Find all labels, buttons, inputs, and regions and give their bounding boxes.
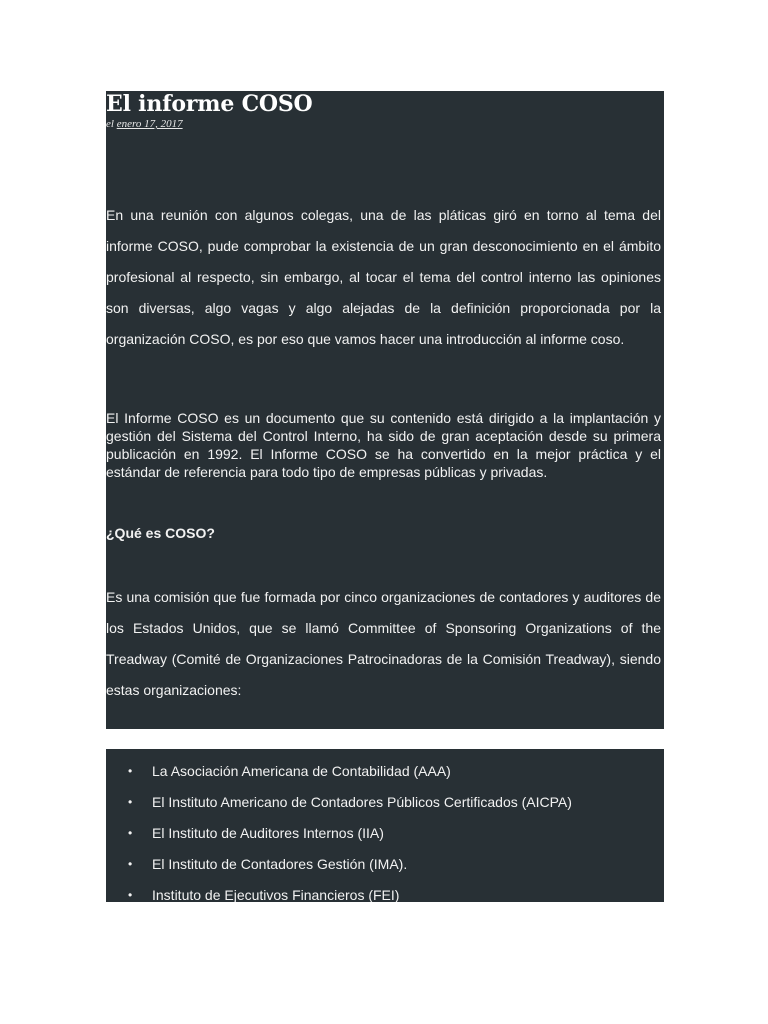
article-panel: [106, 91, 664, 729]
section-heading: ¿Qué es COSO?: [106, 525, 215, 541]
bullet-icon: •: [128, 857, 133, 871]
byline-prefix: el: [106, 118, 114, 130]
organization-name: El Instituto de Auditores Internos (IIA): [152, 825, 384, 841]
list-item: [106, 787, 646, 818]
paragraph-commission: Es una comisión que fue formada por cinco organizaciones de contadores y auditores de los Estados Unidos, que se llamó Committee of Sponsoring Organizations of the Treadway (Comité de Organizaciones Patrocinadoras de la Comisión Treadway), siendo estas organizaciones:: [106, 589, 661, 698]
bullet-icon: •: [128, 888, 133, 902]
organizations-panel: [106, 749, 664, 902]
bullet-icon: •: [128, 795, 133, 809]
organization-name: El Instituto Americano de Contadores Públicos Certificados (AICPA): [152, 794, 572, 810]
byline-date-link[interactable]: enero 17, 2017: [116, 118, 183, 130]
paragraph-definition: El Informe COSO es un documento que su contenido está dirigido a la implantación y gestión del Sistema del Control Interno, ha sido de gran aceptación desde su primera publicación en 1992. El Informe COSO se ha convertido en la mejor práctica y el estándar de referencia para todo tipo de empresas públicas y privadas.: [106, 410, 661, 480]
organization-name: Instituto de Ejecutivos Financieros (FEI): [152, 887, 400, 902]
bullet-icon: •: [128, 764, 133, 778]
article-title: El informe COSO: [106, 91, 313, 117]
list-item: [106, 849, 646, 880]
organization-name: El Instituto de Contadores Gestión (IMA).: [152, 856, 408, 872]
byline: [106, 118, 183, 131]
organization-name: La Asociación Americana de Contabilidad (AAA): [152, 763, 451, 779]
list-item: [106, 880, 646, 902]
list-item: [106, 756, 646, 787]
organizations-list: [106, 756, 646, 902]
list-item: [106, 818, 646, 849]
bullet-icon: •: [128, 826, 133, 840]
paragraph-intro: En una reunión con algunos colegas, una de las pláticas giró en torno al tema del informe COSO, pude comprobar la existencia de un gran desconocimiento en el ámbito profesional al respecto, sin embargo, al tocar el tema del control interno las opiniones son diversas, algo vagas y algo alejadas de la definición proporcionada por la organización COSO, es por eso que vamos hacer una introducción al informe coso.: [106, 207, 661, 347]
